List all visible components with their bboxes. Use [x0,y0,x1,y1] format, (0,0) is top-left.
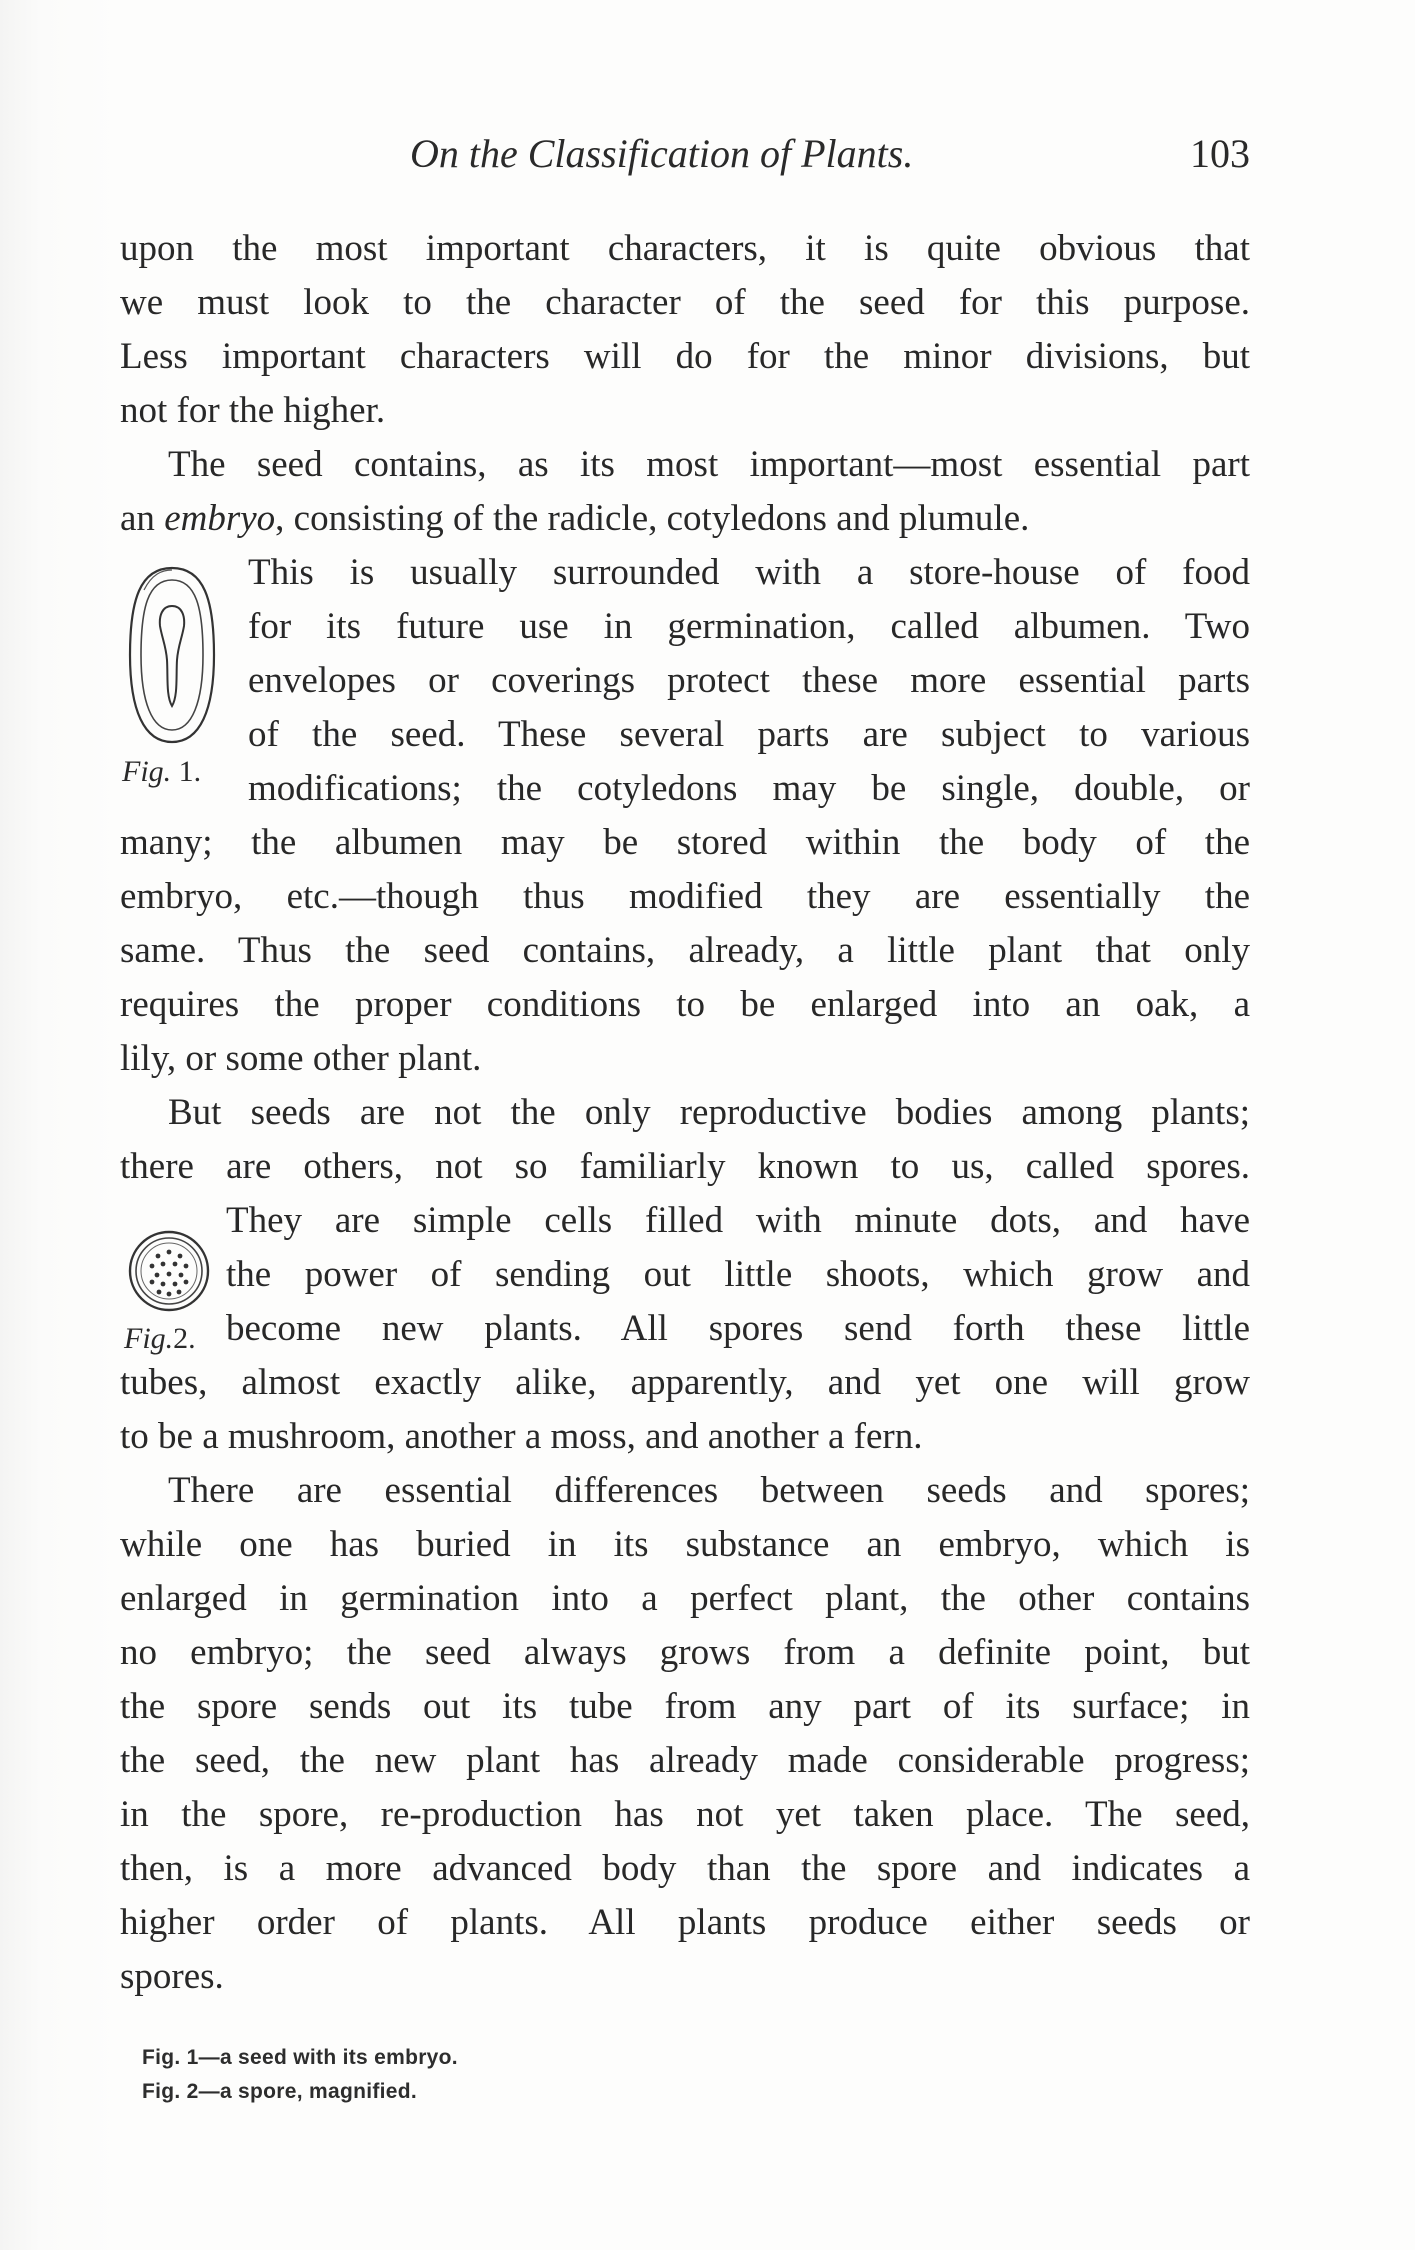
figure-1-label-number: 1. [178,755,202,788]
text-line: Less important characters will do for the minor divisions, but [120,336,1250,377]
text-line: to be a mushroom, another a moss, and another a fern. [120,1416,923,1457]
figure-1-seed [122,560,222,750]
text-line: there are others, not so familiarly known to us, called spores. [120,1146,1250,1187]
figure-2-label-text: Fig. [124,1322,174,1355]
text-run: an [120,498,165,539]
text-line [120,492,1250,546]
text-line: we must look to the character of the seed for this purpose. [120,282,1250,323]
text-line: lily, or some other plant. [120,1038,482,1079]
page-number: 103 [1190,131,1250,176]
seed-embryo-icon [122,560,222,750]
text-line: the seed, the new plant has already made considerable progress; [120,1740,1250,1781]
text-line: become new plants. All spores send forth these little [226,1308,1250,1349]
text-line: of the seed. These several parts are subject to various [248,714,1250,755]
chapter-title: On the Classification of Plants. [410,131,914,176]
text-line: while one has buried in its substance an embryo, which is [120,1524,1250,1565]
text-line: the power of sending out little shoots, which grow and [226,1254,1250,1295]
text-line: There are essential differences between seeds and spores; [168,1470,1250,1511]
figure-2-spore [126,1228,212,1314]
text-run: , consisting of the radicle, cotyledons and plumule. [275,498,1030,539]
text-line: for its future use in germination, called albumen. Two [248,606,1250,647]
text-line: The seed contains, as its most important—most essential part [168,444,1250,485]
text-line: envelopes or coverings protect these more essential parts [248,660,1250,701]
figure-1-label-text: Fig. [122,755,172,788]
text-line: enlarged in germination into a perfect plant, the other contains [120,1578,1250,1619]
text-line: higher order of plants. All plants produce either seeds or [120,1902,1250,1943]
text-line: They are simple cells filled with minute dots, and have [226,1200,1250,1241]
text-line: embryo, etc.—though thus modified they are essentially the [120,876,1250,917]
text-line: But seeds are not the only reproductive bodies among plants; [168,1092,1250,1133]
italic-term-embryo: embryo [164,498,276,539]
text-line: in the spore, re-production has not yet taken place. The seed, [120,1794,1250,1835]
text-line: then, is a more advanced body than the spore and indicates a [120,1848,1250,1889]
text-line: no embryo; the seed always grows from a definite point, but [120,1632,1250,1673]
text-line: many; the albumen may be stored within the body of the [120,822,1250,863]
figure-2-caption: Fig. 2—a spore, magnified. [142,2080,418,2103]
text-line: the spore sends out its tube from any part of its surface; in [120,1686,1250,1727]
text-line: requires the proper conditions to be enlarged into an oak, a [120,984,1250,1025]
text-line: spores. [120,1956,224,1997]
text-line: same. Thus the seed contains, already, a little plant that only [120,930,1250,971]
spore-icon [126,1228,212,1314]
text-line: tubes, almost exactly alike, apparently, and yet one will grow [120,1362,1250,1403]
text-line: modifications; the cotyledons may be single, double, or [248,768,1250,809]
text-line: This is usually surrounded with a store-house of food [248,552,1250,593]
text-line: not for the higher. [120,390,386,431]
figure-2-label [124,1322,196,1356]
running-header [120,130,1250,180]
figure-1-caption: Fig. 1—a seed with its embryo. [142,2046,458,2069]
figure-2-label-number: 2. [173,1322,196,1355]
text-line: upon the most important characters, it is quite obvious that [120,228,1250,269]
figure-1-label [122,755,201,789]
